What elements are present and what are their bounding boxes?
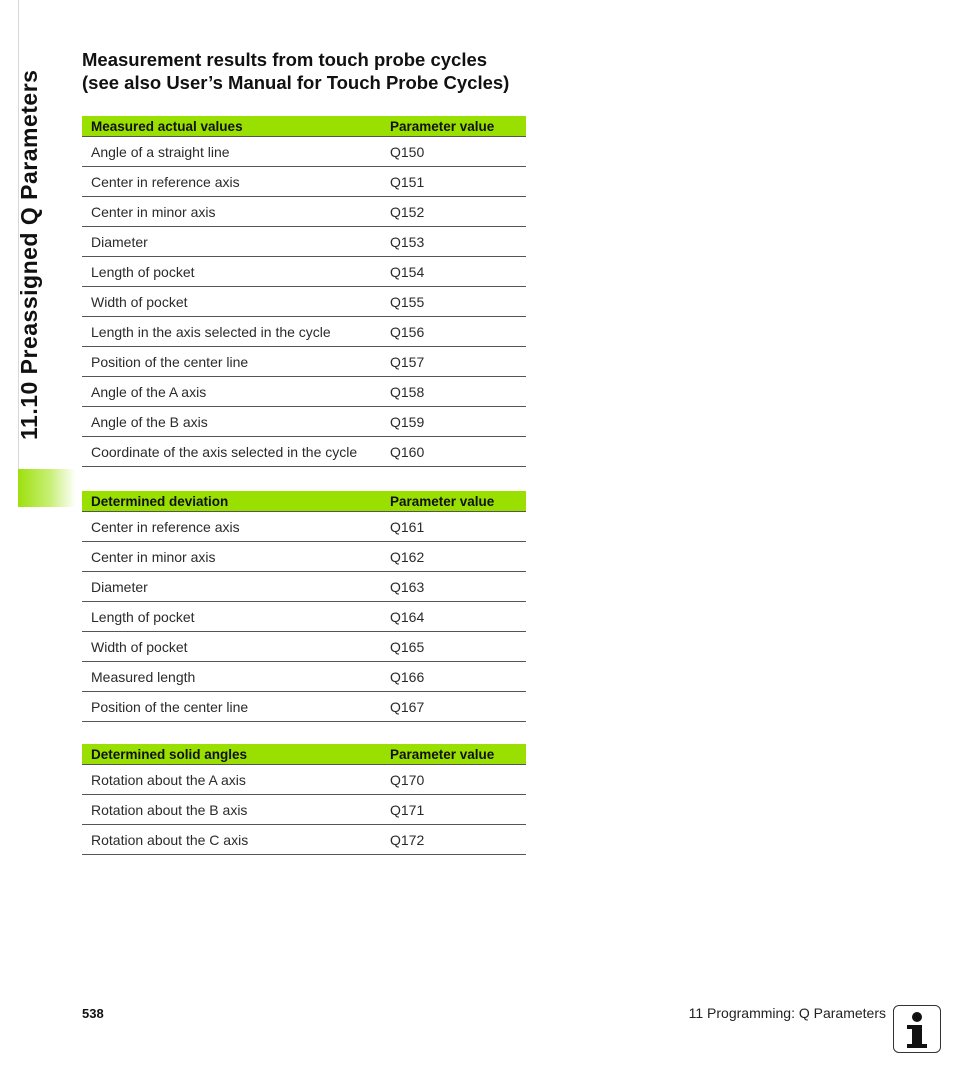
table-row bbox=[82, 377, 526, 407]
row-description: Width of pocket bbox=[82, 287, 381, 317]
row-description: Diameter bbox=[82, 572, 381, 602]
table-row bbox=[82, 407, 526, 437]
row-parameter: Q162 bbox=[381, 542, 526, 572]
table-row bbox=[82, 167, 526, 197]
row-description: Position of the center line bbox=[82, 692, 381, 722]
table-row bbox=[82, 437, 526, 467]
row-parameter: Q167 bbox=[381, 692, 526, 722]
chapter-label: 11 Programming: Q Parameters bbox=[688, 1005, 886, 1021]
row-description: Angle of a straight line bbox=[82, 137, 381, 167]
row-description: Center in minor axis bbox=[82, 542, 381, 572]
column-header-description: Determined deviation bbox=[82, 491, 381, 512]
determined-solid-angles-table bbox=[82, 744, 526, 855]
row-description: Center in minor axis bbox=[82, 197, 381, 227]
row-parameter: Q155 bbox=[381, 287, 526, 317]
row-description: Length of pocket bbox=[82, 602, 381, 632]
row-parameter: Q160 bbox=[381, 437, 526, 467]
row-parameter: Q170 bbox=[381, 765, 526, 795]
column-header-description: Determined solid angles bbox=[82, 744, 381, 765]
table-row bbox=[82, 512, 526, 542]
row-description: Rotation about the B axis bbox=[82, 795, 381, 825]
row-parameter: Q165 bbox=[381, 632, 526, 662]
row-description: Angle of the A axis bbox=[82, 377, 381, 407]
row-parameter: Q152 bbox=[381, 197, 526, 227]
table-row bbox=[82, 692, 526, 722]
row-description: Angle of the B axis bbox=[82, 407, 381, 437]
chapter-tab-marker bbox=[18, 469, 76, 507]
row-parameter: Q172 bbox=[381, 825, 526, 855]
row-description: Diameter bbox=[82, 227, 381, 257]
row-description: Position of the center line bbox=[82, 347, 381, 377]
info-icon bbox=[893, 1005, 941, 1053]
table-row bbox=[82, 632, 526, 662]
table-row bbox=[82, 137, 526, 167]
row-parameter: Q156 bbox=[381, 317, 526, 347]
info-icon-dot bbox=[912, 1012, 922, 1022]
column-header-parameter: Parameter value bbox=[381, 491, 526, 512]
row-description: Center in reference axis bbox=[82, 512, 381, 542]
row-parameter: Q166 bbox=[381, 662, 526, 692]
table-row bbox=[82, 542, 526, 572]
row-parameter: Q150 bbox=[381, 137, 526, 167]
table-row bbox=[82, 602, 526, 632]
table-row bbox=[82, 287, 526, 317]
table-row bbox=[82, 257, 526, 287]
heading-line-2: (see also User’s Manual for Touch Probe Cycles) bbox=[82, 72, 510, 93]
table-row bbox=[82, 317, 526, 347]
column-header-description: Measured actual values bbox=[82, 116, 381, 137]
row-description: Center in reference axis bbox=[82, 167, 381, 197]
table-row bbox=[82, 825, 526, 855]
table-row bbox=[82, 795, 526, 825]
row-description: Rotation about the A axis bbox=[82, 765, 381, 795]
table-row bbox=[82, 227, 526, 257]
row-parameter: Q158 bbox=[381, 377, 526, 407]
row-description: Length in the axis selected in the cycle bbox=[82, 317, 381, 347]
row-parameter: Q161 bbox=[381, 512, 526, 542]
row-parameter: Q151 bbox=[381, 167, 526, 197]
table-header-row bbox=[82, 744, 526, 765]
row-description: Length of pocket bbox=[82, 257, 381, 287]
row-parameter: Q153 bbox=[381, 227, 526, 257]
info-icon-base bbox=[907, 1044, 927, 1048]
column-header-parameter: Parameter value bbox=[381, 744, 526, 765]
row-parameter: Q164 bbox=[381, 602, 526, 632]
row-parameter: Q154 bbox=[381, 257, 526, 287]
row-parameter: Q159 bbox=[381, 407, 526, 437]
table-row bbox=[82, 662, 526, 692]
heading-line-1: Measurement results from touch probe cycles bbox=[82, 49, 488, 70]
row-parameter: Q163 bbox=[381, 572, 526, 602]
row-parameter: Q171 bbox=[381, 795, 526, 825]
page-heading bbox=[82, 48, 552, 94]
measured-actual-values-table bbox=[82, 116, 526, 467]
column-header-parameter: Parameter value bbox=[381, 116, 526, 137]
row-parameter: Q157 bbox=[381, 347, 526, 377]
table-row bbox=[82, 347, 526, 377]
row-description: Coordinate of the axis selected in the cycle bbox=[82, 437, 381, 467]
table-row bbox=[82, 572, 526, 602]
row-description: Measured length bbox=[82, 662, 381, 692]
row-description: Rotation about the C axis bbox=[82, 825, 381, 855]
table-row bbox=[82, 197, 526, 227]
determined-deviation-table bbox=[82, 491, 526, 722]
page-number: 538 bbox=[82, 1006, 104, 1021]
table-header-row bbox=[82, 491, 526, 512]
table-row bbox=[82, 765, 526, 795]
section-title-vertical: 11.10 Preassigned Q Parameters bbox=[16, 69, 42, 440]
row-description: Width of pocket bbox=[82, 632, 381, 662]
table-header-row bbox=[82, 116, 526, 137]
